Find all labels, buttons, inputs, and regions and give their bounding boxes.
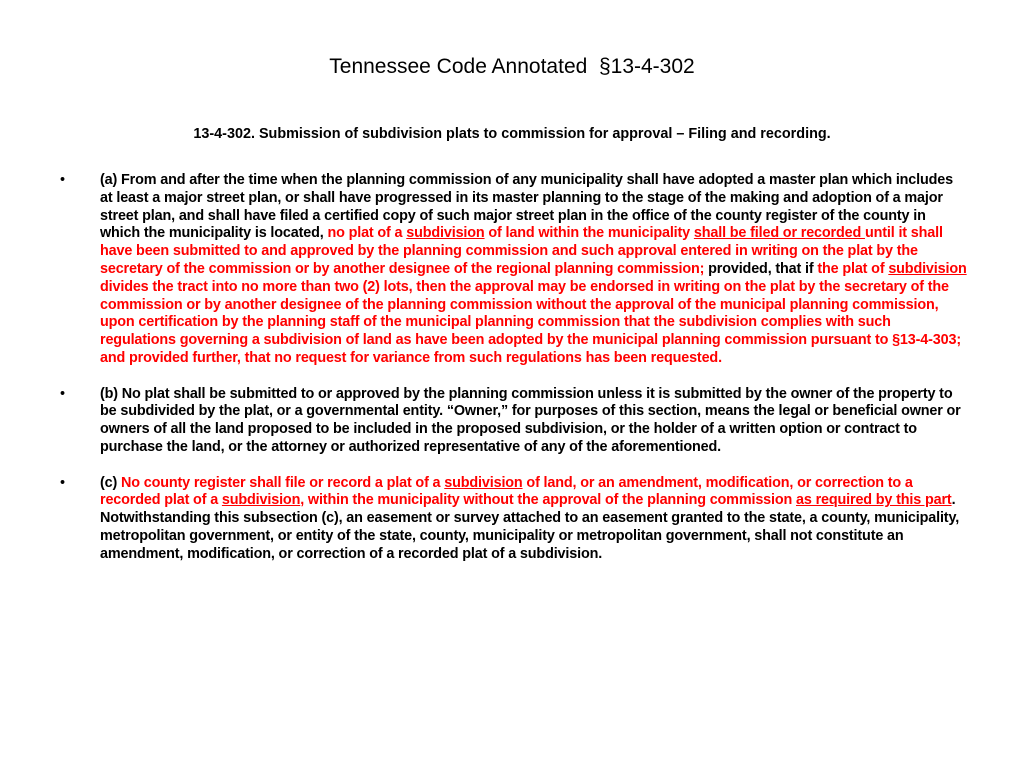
text-segment: . Notwithstanding this subsection (c), an easement or survey attached to an easement granted to the state, a county, municipality, metropolitan government, or entity of the state, county, municipality or metropolitan government, shall not constitute an amendment, modification, or correction of a recorded plat of a subdivision. — [100, 492, 960, 562]
text-segment: , within the municipality without the approval of the planning commission — [300, 492, 797, 509]
text-segment: No county register shall file or record a plat of a — [121, 474, 445, 491]
section-heading: 13-4-302. Submission of subdivision plats to commission for approval – Filing and recording. — [193, 126, 831, 142]
text-segment: as required by this part — [796, 492, 952, 509]
text-segment: (b) No plat shall be submitted to or approved by the planning commission unless it is submitted by the owner of the property to be subdivided by the plat, or a governmental entity. “Owner,” for purposes of this section, means the legal or beneficial owner or owners of all the land proposed to be included in the proposed subdivision, or the holder of a written option or contract to purchase the land, or the attorney or authorized representative of any of the aforementioned. — [100, 385, 961, 455]
text-segment: subdivision — [444, 474, 523, 491]
bullet-item-b — [60, 385, 968, 457]
bullet-icon: • — [60, 172, 65, 188]
bullet-text — [100, 172, 967, 366]
page-title: Tennessee Code Annotated §13-4-302 — [329, 55, 695, 78]
bullet-text — [100, 475, 959, 562]
text-segment: divides the tract into no more than two (2) lots, then the approval may be endorsed in writing on the plat by the secretary of the commission or by another designee of the planning commission without the approval of the municipal planning commission, upon certification by the planning staff of the municipal planning commission that the subdivision complies with such regulations governing a subdivision of land as have been adopted by the municipal planning commission pursuant to §13-4-303; and provided further, that no request for variance from such regulations has been requested. — [100, 278, 961, 366]
text-segment: of land within the municipality — [484, 225, 694, 242]
text-segment: (a) From and after the time when the planning commission of any municipality shall have adopted a master plan which includes at least a major street plan, or shall have progressed in its master planning to the stage of the making and adoption of a major street plan, and shall have filed a certified copy of such major street plan in the office of the county register of the county in which the municipality is located, — [100, 172, 953, 242]
text-segment: of land, or an amendment, modification, or correction to a recorded plat of a — [100, 474, 913, 509]
bullet-item-a — [60, 172, 968, 368]
text-segment: the plat of — [817, 260, 889, 277]
bullet-icon: • — [60, 474, 65, 491]
text-segment: provided, that if — [704, 260, 818, 277]
text-segment: subdivision — [406, 225, 485, 242]
text-segment: shall be filed or recorded — [693, 225, 865, 242]
bullet-text — [100, 386, 961, 455]
text-segment: no plat of a — [327, 225, 407, 242]
statute-bullet-list — [60, 172, 968, 581]
text-segment: subdivision — [221, 492, 301, 509]
text-segment: until it shall have been submitted to and approved by the planning commission and such approval entered in writing on the plat by the secretary of the commission or by another designee of the regional planning commission; — [100, 225, 943, 277]
text-segment: subdivision — [888, 260, 967, 277]
bullet-item-c — [60, 474, 968, 564]
bullet-icon: • — [60, 385, 65, 402]
text-segment: (c) — [100, 474, 121, 491]
